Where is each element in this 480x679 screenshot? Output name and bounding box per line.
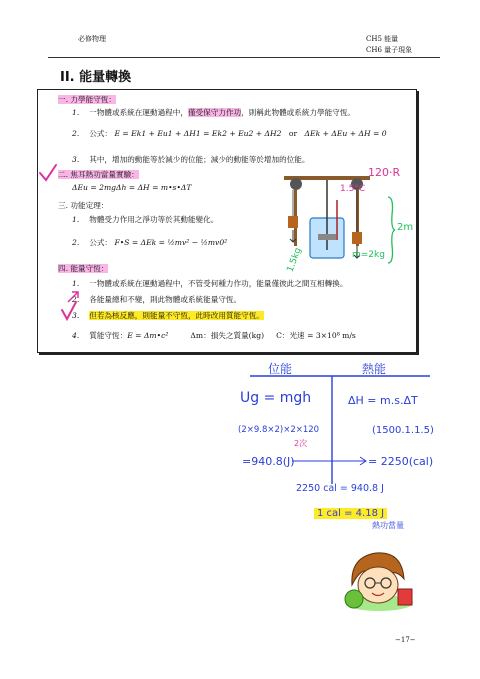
s2-title-text: 二. 焦耳熱功當量實驗： xyxy=(58,170,139,179)
hw-calc-left: (2×9.8×2)×2×120 xyxy=(238,425,320,435)
header-rule xyxy=(48,57,440,58)
s2-formula: ΔEu = 2mgΔh = ΔH = m•s•ΔT xyxy=(72,183,192,192)
s1-item2-or: or xyxy=(288,129,298,138)
mascot-book xyxy=(398,589,412,605)
s4-item4-dm: Δm：損失之質量(kg) xyxy=(190,331,265,340)
s3-item2-formula: F•S = ΔEk = ½mv² − ½mv0² xyxy=(114,238,228,247)
s3-item1 xyxy=(72,214,218,225)
hw-equate: 2250 cal = 940.8 J xyxy=(296,483,384,494)
mascot-face xyxy=(358,567,398,603)
s4-item2-num: 2. xyxy=(72,295,80,304)
hw-2m: 2m xyxy=(397,222,414,233)
s4-item4-label: 質能守恆： xyxy=(89,331,128,340)
s4-title xyxy=(58,263,108,274)
s1-item1 xyxy=(72,107,355,118)
hw-col-left: 位能 xyxy=(268,362,293,376)
s3-item2-num: 2. xyxy=(72,238,80,247)
header-chapter-2: CH6 量子現象 xyxy=(366,46,413,54)
hw-120r: 120·R xyxy=(368,166,401,179)
hw-result-note: 熱功當量 xyxy=(372,521,404,530)
s3-item2 xyxy=(72,237,227,248)
hw-result xyxy=(314,508,387,519)
s3-item1-text: 物體受力作用之淨功等於其動能變化。 xyxy=(89,215,219,224)
s1-item3-text: 其中，增加的動能等於減少的位能；減少的動能等於增加的位能。 xyxy=(89,155,310,164)
s1-item1-b: 僅受保守力作功 xyxy=(187,108,242,117)
hw-result-text: 1 cal = 4.18 J xyxy=(314,508,387,519)
s3-title: 三. 功能定理： xyxy=(58,201,109,210)
s1-item1-a: 一物體或系統在運動過程中， xyxy=(89,108,188,117)
weight-left xyxy=(288,216,298,228)
s4-item1 xyxy=(72,278,347,289)
pulley-left xyxy=(290,178,302,190)
s1-item1-num: 1. xyxy=(72,108,80,117)
mascot-badge xyxy=(345,590,363,608)
s4-item1-text: 一物體或系統在運動過程中，不管受何種力作功，能量僅彼此之間互相轉換。 xyxy=(89,279,348,288)
hw-15c: 1.5°C xyxy=(340,184,366,194)
s1-item2 xyxy=(72,128,387,139)
hw-ug: Ug = mgh xyxy=(240,390,312,406)
s1-item3-num: 3. xyxy=(72,155,80,164)
s4-item3-num: 3. xyxy=(72,311,80,320)
s1-item1-c: ，則稱此物體或系統力學能守恆。 xyxy=(241,108,356,117)
s1-title-text: 一. 力學能守恆： xyxy=(58,95,116,104)
arrow-icon xyxy=(66,290,80,304)
hw-m2kg: m=2kg xyxy=(352,250,385,260)
s4-title-text: 四. 能量守恆： xyxy=(58,264,109,273)
hw-calc-right: (1500.1.1.5) xyxy=(372,425,434,436)
s3-item2-label: 公式： xyxy=(89,238,113,247)
s1-item2-formula: E = Ek1 + Eu1 + ΔH1 = Ek2 + Eu2 + ΔH2 xyxy=(114,129,282,138)
s1-item2-num: 2. xyxy=(72,129,80,138)
hw-col-right: 熱能 xyxy=(362,362,387,376)
hw-calc-right2: = 2250(cal) xyxy=(368,455,434,468)
s3-item1-num: 1. xyxy=(72,215,80,224)
arrow-icon xyxy=(290,456,370,466)
s4-item3-text: 但若為核反應，則能量不守恆，此時改用質能守恆。 xyxy=(89,311,264,320)
hw-sub-note: 2次 xyxy=(294,439,308,448)
section-title: II. 能量轉換 xyxy=(60,70,132,85)
weight-right xyxy=(352,232,362,244)
s1-item3 xyxy=(72,154,309,165)
hw-calc-left2: =940.8(J) xyxy=(242,455,295,468)
s4-item4 xyxy=(72,330,356,341)
paddle xyxy=(318,234,336,240)
s1-item2-formula2: ΔEk + ΔEu + ΔH = 0 xyxy=(304,129,387,138)
s1-title xyxy=(58,94,116,105)
s1-item2-label: 公式： xyxy=(89,129,113,138)
check-mark-icon xyxy=(38,163,58,183)
hw-15kg: 1.5kg xyxy=(285,246,304,274)
s4-item1-num: 1. xyxy=(72,279,80,288)
s2-title xyxy=(58,169,139,180)
page-number: −17− xyxy=(395,636,416,644)
s4-item2-text: 各能量總和不變，則此物體或系統能量守恆。 xyxy=(89,295,242,304)
s4-item3 xyxy=(72,310,264,321)
hw-dh: ΔH = m.s.ΔT xyxy=(348,394,418,407)
s4-item4-c: C：光速 = 3×10⁸ m/s xyxy=(276,331,356,340)
curly-bracket-icon xyxy=(386,195,396,265)
s4-item4-formula: E = Δm•c² xyxy=(127,331,169,340)
header-subject: 必修物理 xyxy=(78,35,106,43)
mascot-illustration xyxy=(340,545,418,613)
s4-item2 xyxy=(72,294,241,305)
s4-item4-num: 4. xyxy=(72,331,80,340)
header-chapter-1: CH5 能量 xyxy=(366,35,399,43)
